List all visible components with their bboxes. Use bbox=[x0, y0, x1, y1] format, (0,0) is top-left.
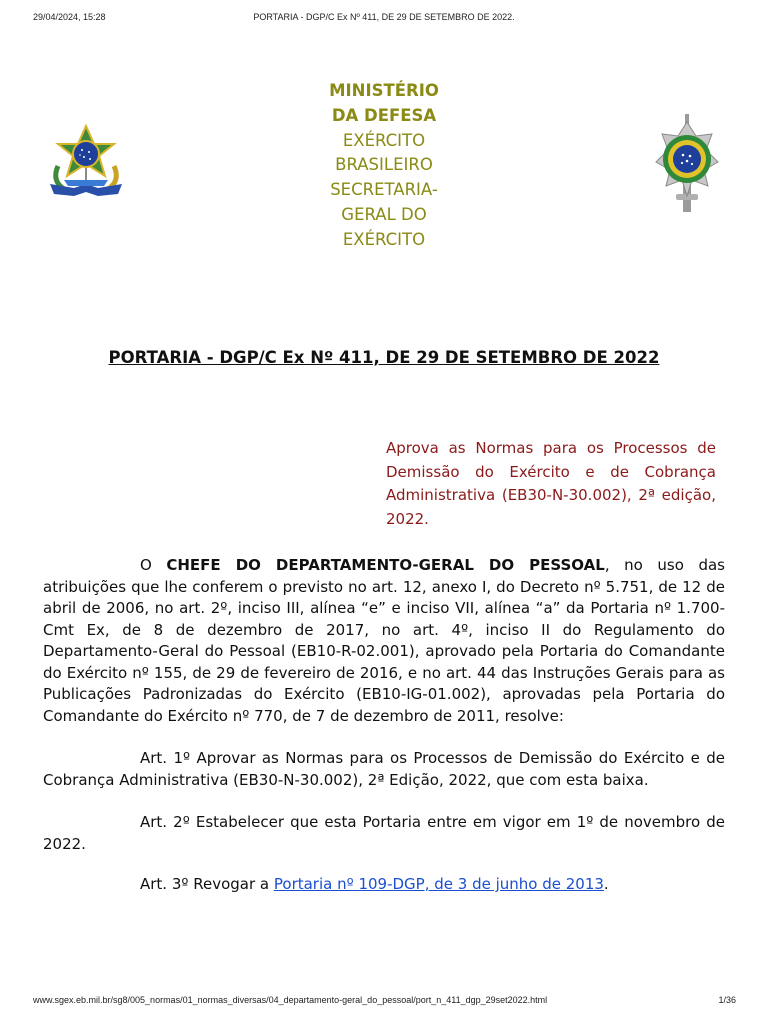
article-3-suffix: . bbox=[603, 875, 609, 893]
article-1-text: Art. 1º Aprovar as Normas para os Processos de Demissão do Exército e de Cobrança Administrativa (EB30-N-30.002), 2ª Edição, 2022, que com esta baixa. bbox=[43, 749, 725, 789]
ementa: Aprova as Normas para os Processos de Demissão do Exército e de Cobrança Administrativa (EB30-N-30.002), 2ª edição, 2022. bbox=[386, 439, 716, 528]
preamble-text: , no uso das atribuições que lhe conferem o previsto no art. 12, anexo I, do Decreto nº 5.751, de 12 de abril de 2006, no art. 2º, inciso III, alínea “e” e inciso VII, alínea “a” da Portaria nº 1.700-Cmt Ex, de 8 de dezembro de 2017, no art. 4º, inciso II do Regulamento do Departamento-Geral do Pessoal (EB10-R-02.001), aprovado pela Portaria do Comandante do Exército nº 155, de 29 de fevereiro de 2016, e no art. 44 das Instruções Gerais para as Publicações Padronizadas do Exército (EB10-IG-01.002), aprovadas pela Portaria do Comandante do Exército nº 770, de 7 de dezembro de 2011, resolve: bbox=[43, 556, 725, 725]
brazil-coat-of-arms-icon bbox=[44, 122, 128, 200]
org-line-3: SECRETARIA- bbox=[330, 180, 438, 200]
article-3 bbox=[43, 874, 725, 896]
org-line-1: EXÉRCITO bbox=[342, 130, 426, 150]
preamble-lead: O bbox=[140, 556, 167, 574]
print-header bbox=[0, 12, 768, 26]
document-title: PORTARIA - DGP/C Ex Nº 411, DE 29 DE SETEMBRO DE 2022 bbox=[108, 348, 660, 367]
revoked-portaria-link[interactable]: Portaria nº 109-DGP, de 3 de junho de 2013 bbox=[273, 875, 604, 893]
article-1 bbox=[43, 748, 725, 791]
print-datetime: 29/04/2024, 15:28 bbox=[33, 12, 106, 22]
ministry-line-2: DA DEFESA bbox=[331, 105, 437, 125]
ministry-heading bbox=[284, 79, 484, 253]
ministry-line-1: MINISTÉRIO bbox=[329, 81, 439, 100]
article-2-text: Art. 2º Estabelecer que esta Portaria entre em vigor em 1º de novembro de 2022. bbox=[43, 813, 725, 853]
org-line-2: BRASILEIRO bbox=[335, 155, 433, 175]
page-counter: 1/36 bbox=[718, 995, 736, 1005]
preamble-paragraph bbox=[43, 555, 725, 727]
article-2 bbox=[43, 812, 725, 855]
army-emblem-icon bbox=[652, 112, 722, 214]
print-url: www.sgex.eb.mil.br/sg8/005_normas/01_normas_diversas/04_departamento-geral_do_pessoal/port_n_411_dgp_29set2022.html bbox=[33, 995, 548, 1005]
article-3-prefix: Art. 3º Revogar a bbox=[140, 875, 274, 893]
print-footer bbox=[0, 995, 768, 1009]
preamble-authority: CHEFE DO DEPARTAMENTO-GERAL DO PESSOAL bbox=[166, 556, 605, 574]
org-line-5: EXÉRCITO bbox=[342, 229, 426, 249]
org-line-4: GERAL DO bbox=[341, 204, 427, 224]
print-title: PORTARIA - DGP/C Ex Nº 411, DE 29 DE SETEMBRO DE 2022. bbox=[253, 12, 515, 22]
